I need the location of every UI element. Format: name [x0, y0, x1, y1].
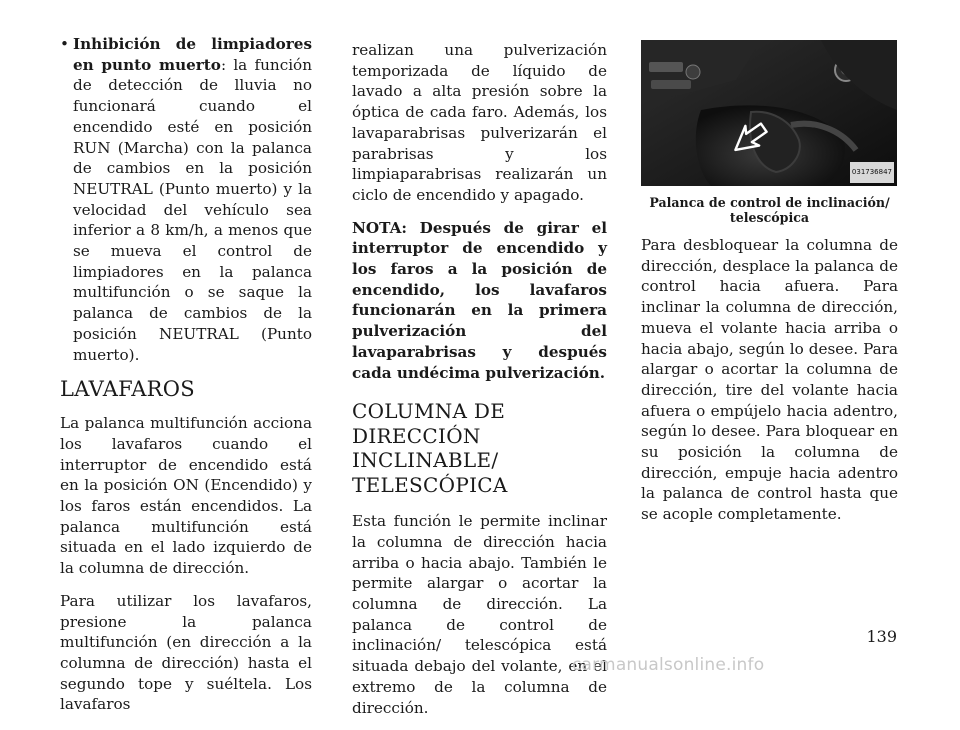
bullet-dot: •	[60, 35, 69, 53]
paragraph: Para utilizar los lavafaros, presione la palanca multifunción (en dirección a la columna de dirección) hasta el segundo tope y suéltela. Los lavafaros	[60, 591, 312, 714]
heading-columna-direccion: COLUMNA DE DIRECCIÓN INCLINABLE/ TELESCÓPICA	[352, 399, 508, 497]
paragraph: Para desbloquear la columna de dirección, desplace la palanca de control hacia afuera. Para inclinar la columna de dirección, mueva el volante hacia arriba o hacia abajo, según lo desee. Para alargar o acortar la columna de dirección, tire del volante hacia afuera o empújelo hacia adentro, según lo desee. Para bloquear en su posición la columna de dirección, empuje hacia adentro la palanca de control hasta que se acople completamente.	[641, 236, 898, 524]
bullet-item	[60, 34, 312, 365]
steering-column-lever-photo	[641, 40, 897, 186]
page-number: 139	[866, 627, 897, 646]
bullet-text: : la función de detección de lluvia no funcionará cuando el encendido esté en posición RUN (Marcha) con la palanca de cambios en la posición NEUTRAL (Punto muerto) y la velocidad del vehículo sea inferior a 8 km/h, a menos que se mueva el control de limpiadores en la palanca multifunción o se saque la palanca de cambios de la posición NEUTRAL (Punto muerto).	[73, 55, 312, 364]
paragraph: La palanca multifunción acciona los lavafaros cuando el interruptor de encendido está en la posición ON (Encendido) y los faros están encendidos. La palanca multifunción está situada en el lado izquierdo de la columna de dirección.	[60, 414, 312, 578]
column-left	[60, 34, 312, 727]
watermark: carmanualsonline.info	[572, 655, 765, 675]
paragraph: realizan una pulverización temporizada de líquido de lavado a alta presión sobre la óptica de cada faro. Además, los lavaparabrisas pulverizarán el parabrisas y los limpiaparabrisas realizarán un ciclo de encendido y apagado.	[352, 41, 607, 204]
bullet-title: Inhibición de limpiadores en punto muerto	[73, 35, 312, 74]
figure-caption: Palanca de control de inclinación/ telescópica	[649, 195, 890, 225]
column-right	[641, 40, 898, 537]
heading-lavafaros: LAVAFAROS	[60, 377, 195, 402]
note-paragraph: NOTA: Después de girar el interruptor de encendido y los faros a la posición de encendido, los lavafaros funcionarán en la primera pulverización del lavaparabrisas y después cada undécima pulverización.	[352, 218, 607, 382]
column-middle	[352, 40, 607, 730]
figure-id-label: 031736847	[850, 162, 894, 183]
paragraph: Esta función le permite inclinar la columna de dirección hacia arriba o hacia abajo. También le permite alargar o acortar la columna de dirección. La palanca de control de inclinación/ telescópica está situada debajo del volante, en el extremo de la columna de dirección.	[352, 512, 607, 717]
